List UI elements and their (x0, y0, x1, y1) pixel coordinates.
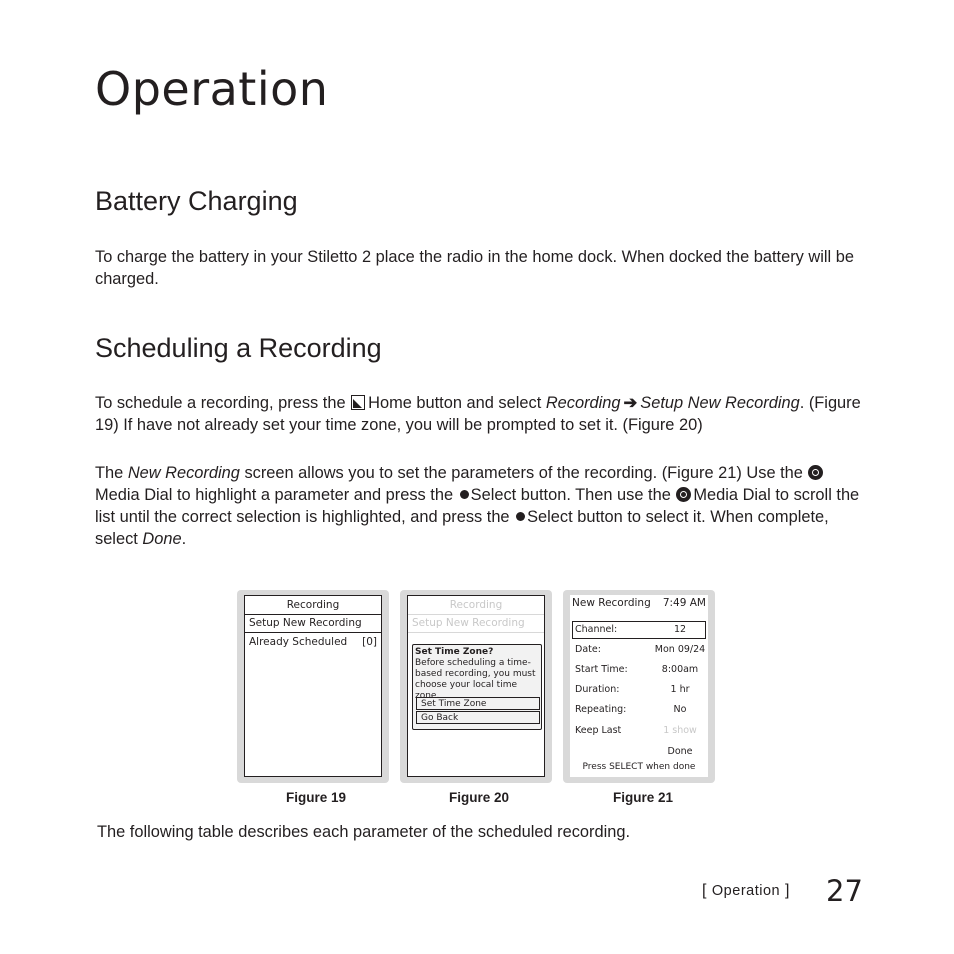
bracket-open: [ (702, 882, 707, 899)
footer-section-name: Operation (711, 883, 781, 899)
text-span: . (Figure 19) If have not already set your time zone, you will be prompted to set it. (Figure 20) (95, 394, 861, 434)
channel-row[interactable] (575, 622, 703, 638)
screen-footer: Press SELECT when done (582, 762, 696, 772)
row-label: Duration: (575, 684, 620, 695)
text-span: Media Dial to highlight a parameter and press the (95, 486, 454, 504)
go-back-button[interactable]: Go Back (416, 711, 540, 724)
screen-header: New Recording (572, 597, 651, 609)
screen-header: Recording (408, 596, 544, 615)
figure-20-device-screen (400, 590, 552, 783)
screen (407, 595, 545, 777)
dialog-title: Set Time Zone? (415, 647, 494, 657)
dialog-text: Before scheduling a time-based recording, you must choose your local time zone. (415, 658, 536, 701)
repeating-row[interactable] (575, 702, 703, 718)
duration-row[interactable] (575, 682, 703, 698)
new-recording-text: New Recording (127, 464, 240, 482)
done-text: Done (142, 530, 182, 548)
already-scheduled-value: [0] (362, 636, 377, 648)
row-label: Repeating: (575, 704, 627, 715)
text-span: Select button to select it. When complete, select (95, 508, 829, 548)
scheduling-heading: Scheduling a Recording (95, 333, 382, 363)
battery-charging-paragraph: To charge the battery in your Stiletto 2 place the radio in the home dock. When docked the battery will be charged. (95, 248, 854, 288)
scheduling-paragraph-1 (95, 392, 865, 436)
time-zone-dialog (412, 644, 542, 730)
figure-20-caption: Figure 20 (448, 790, 510, 805)
arrow-right-icon: ➔ (623, 394, 638, 412)
page-title: Operation (95, 62, 329, 116)
footer-section-label (702, 882, 790, 900)
figure-21-caption: Figure 21 (612, 790, 674, 805)
recording-menu-text: Recording (545, 394, 621, 412)
already-scheduled-label: Already Scheduled (249, 636, 348, 648)
screen-subheader: Setup New Recording (245, 614, 381, 633)
screen-header: Recording (245, 596, 381, 615)
text-span: The (95, 464, 124, 482)
battery-charging-heading: Battery Charging (95, 186, 298, 216)
row-value: No (673, 704, 687, 715)
text-span: Select button. Then use the (470, 486, 671, 504)
media-dial-icon (808, 465, 823, 480)
row-value: 12 (673, 624, 687, 635)
row-value: 1 hr (670, 684, 690, 695)
screen-time: 7:49 AM (662, 597, 706, 609)
done-label: Done (667, 746, 693, 757)
media-dial-icon (676, 487, 691, 502)
text-span: . (181, 530, 187, 548)
row-label: Date: (575, 644, 601, 655)
set-time-zone-button[interactable]: Set Time Zone (416, 697, 540, 710)
select-button-icon (516, 512, 525, 521)
figure-21-device-screen (563, 590, 715, 783)
row-label: Channel: (575, 624, 618, 635)
bracket-close: ] (785, 882, 790, 899)
figure-19-caption: Figure 19 (285, 790, 347, 805)
figure-19-device-screen (237, 590, 389, 783)
page-number: 27 (826, 874, 863, 908)
scheduling-paragraph-2 (95, 462, 865, 550)
screen (570, 595, 708, 777)
row-label: Keep Last (575, 725, 622, 736)
done-row[interactable] (575, 744, 703, 760)
table-intro-paragraph: The following table describes each parameter of the scheduled recording. (97, 823, 631, 841)
row-value: 8:00am (661, 664, 699, 675)
select-button-icon (460, 490, 469, 499)
date-row[interactable] (575, 642, 706, 658)
screen (244, 595, 382, 777)
row-value: 1 show (663, 725, 697, 736)
text-span: To schedule a recording, press the (95, 394, 346, 412)
text-span: Media Dial to scroll the list until the correct selection is highlighted, and press the (95, 486, 860, 526)
start-time-row[interactable] (575, 662, 703, 678)
row-label: Start Time: (575, 664, 628, 675)
row-value: Mon 09/24 (654, 644, 706, 655)
text-span: Home button and select (368, 394, 542, 412)
home-button-icon (351, 395, 365, 410)
keep-last-row[interactable] (575, 723, 703, 739)
text-span: screen allows you to set the parameters of the recording. (Figure 21) Use the (244, 464, 803, 482)
screen-subheader: Setup New Recording (408, 614, 544, 633)
setup-new-recording-text: Setup New Recording (640, 394, 800, 412)
